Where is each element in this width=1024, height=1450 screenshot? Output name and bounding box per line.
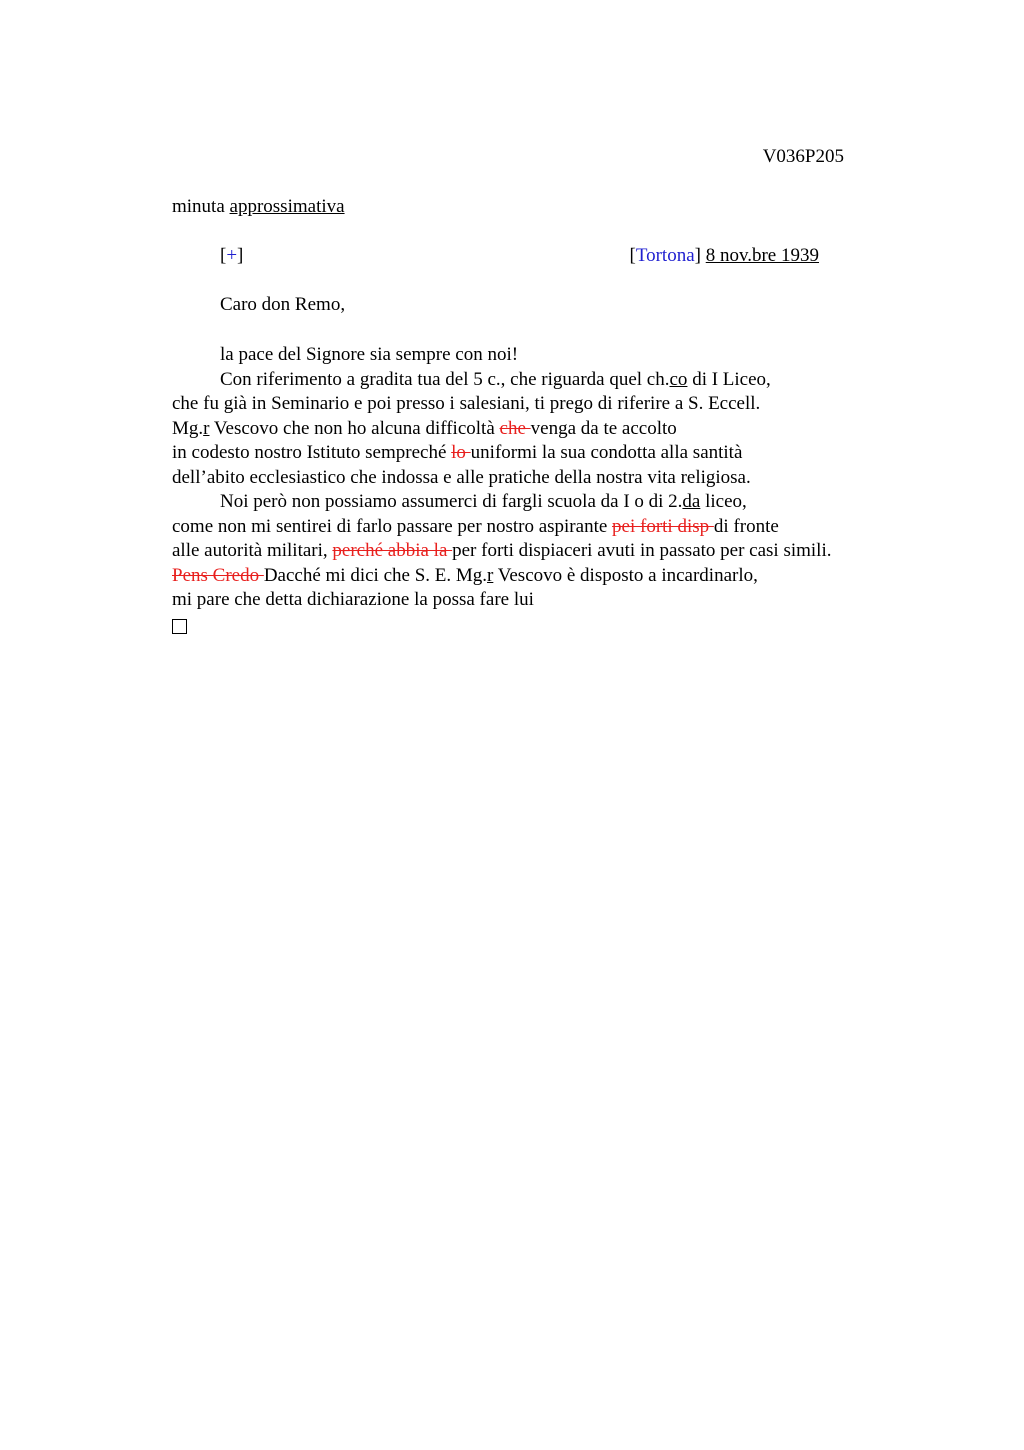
text-span: liceo, (700, 491, 747, 512)
text-span: di I Liceo, (687, 368, 771, 390)
text-span: Dacché mi dici che S. E. Mg. (263, 564, 488, 586)
cross-close-bracket: ] (237, 245, 244, 266)
end-marker (172, 613, 902, 642)
cross-open-bracket: [ (220, 245, 227, 266)
text-span: venga da te accolto (530, 417, 677, 439)
letter-body (172, 343, 902, 641)
underlined-abbrev: r (487, 564, 494, 586)
draft-note (172, 196, 345, 218)
body-line-9 (172, 539, 902, 564)
text-span: Vescovo è disposto a incardinarlo, (493, 564, 758, 586)
salutation: Caro don Remo, (220, 294, 346, 315)
place-date (629, 245, 819, 267)
deleted-text: pei forti disp (612, 515, 714, 537)
body-line-4 (172, 417, 902, 442)
cross-mark (220, 245, 243, 267)
empty-square-icon (172, 619, 187, 634)
draft-note-qualifier: approssimativa (229, 196, 345, 217)
underlined-abbrev: da (682, 491, 701, 512)
deleted-text: lo (451, 442, 471, 463)
body-line-5 (172, 441, 902, 466)
text-span: in codesto nostro Istituto sempreché (172, 442, 452, 463)
text-span: per forti dispiaceri avuti in passato per casi simili. (452, 540, 832, 561)
text-span: alle autorità militari, (172, 540, 333, 561)
body-line-6: dell’abito ecclesiastico che indossa e alle pratiche della nostra vita religiosa. (172, 466, 751, 488)
place-name: Tortona (635, 245, 695, 266)
body-line-3: che fu già in Seminario e poi presso i salesiani, ti prego di riferire a S. Eccell. (172, 393, 761, 414)
body-line-10 (172, 564, 902, 589)
cross-icon: + (226, 245, 238, 266)
text-span: come non mi sentirei di farlo passare per nostro aspirante (172, 515, 613, 537)
text-span: Con riferimento a gradita tua del 5 c., che riguarda quel ch. (220, 368, 670, 390)
underlined-abbrev: r (203, 417, 210, 439)
place-open-bracket: [ (629, 245, 636, 266)
text-span: di fronte (713, 515, 779, 537)
letter-date: 8 nov.bre 1939 (705, 245, 819, 266)
underlined-abbrev: co (669, 368, 688, 390)
text-span: uniformi la sua condotta alla santità (470, 442, 743, 463)
draft-note-prefix: minuta (172, 196, 230, 217)
document-id: V036P205 (762, 146, 844, 167)
body-line-11: mi pare che detta dichiarazione la possa fare lui (172, 589, 534, 610)
deleted-text: perché abbia la (332, 540, 453, 561)
deleted-text: Pens Credo (172, 564, 264, 586)
body-line-1: la pace del Signore sia sempre con noi! (220, 344, 519, 365)
body-line-2 (172, 368, 902, 393)
text-span: Mg. (172, 417, 204, 439)
body-line-7 (172, 490, 902, 515)
deleted-text: che (499, 417, 531, 439)
text-span: Vescovo che non ho alcuna difficoltà (209, 417, 500, 439)
text-span: Noi però non possiamo assumerci di fargli scuola da I o di 2. (220, 491, 683, 512)
body-line-8 (172, 515, 902, 540)
place-close-bracket: ] (694, 245, 706, 266)
